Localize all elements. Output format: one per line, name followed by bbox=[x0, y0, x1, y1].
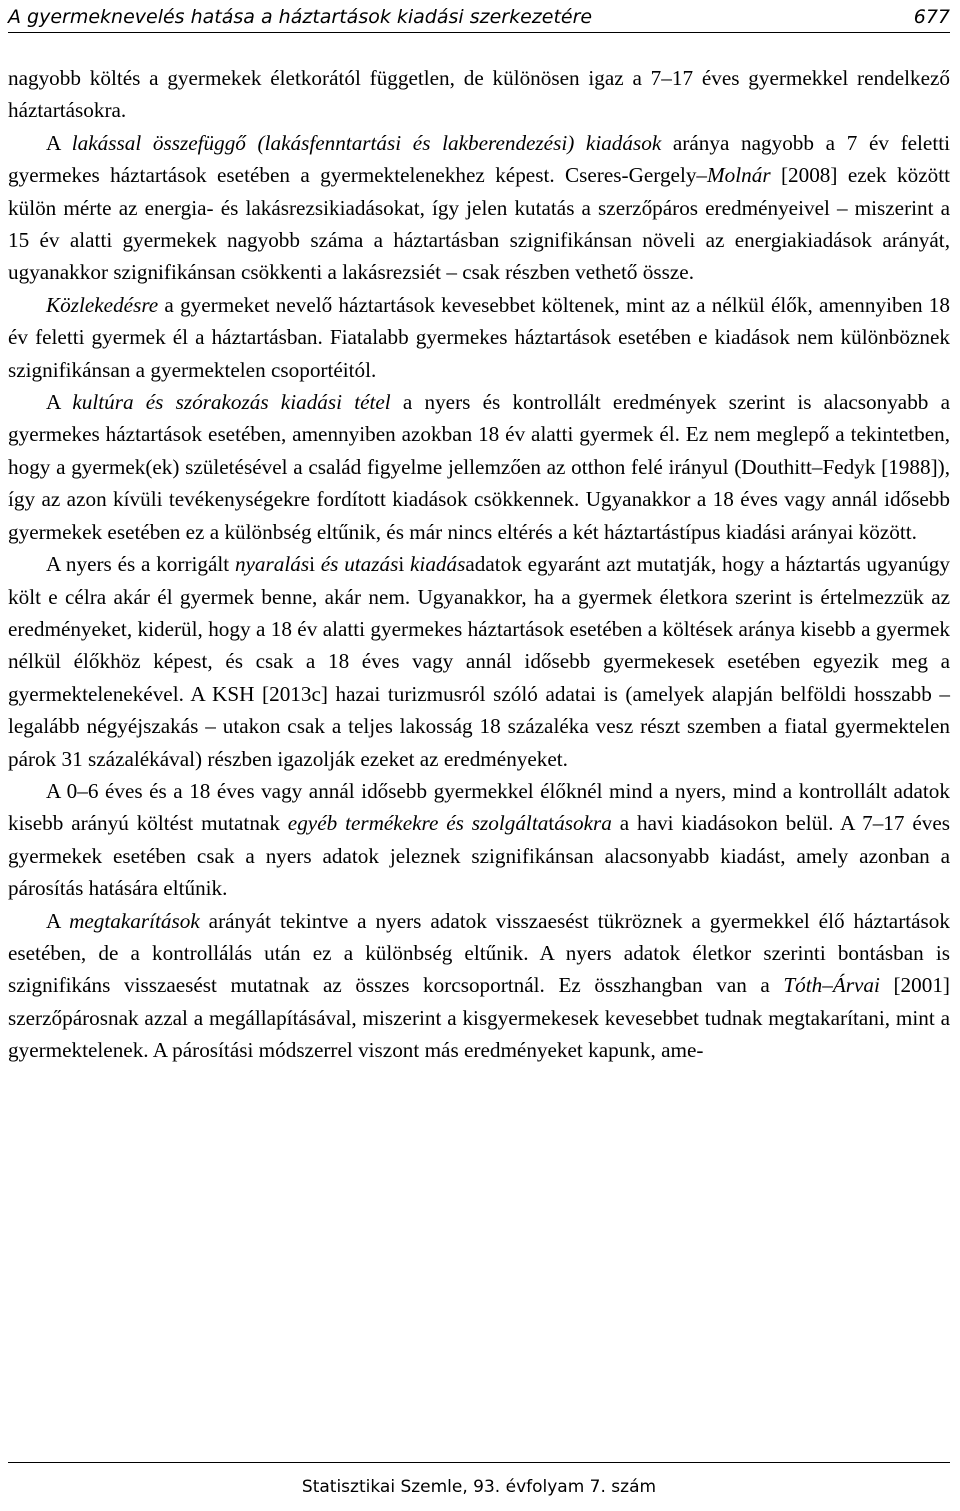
text-run: A bbox=[46, 908, 70, 933]
paragraph bbox=[8, 127, 950, 289]
text-run: a nyers és kontrollált eredmények szerint is alacsonyabb a gyermekes háztartások esetében, amennyiben azokban 18 év alatti gyermek él. Ez nem meglepő a tekintetben, hogy a gyermek(ek) születésével a család figyelme jellemzően az otthon felé irányul (Douthitt–Fedyk [1988]), így az azon kívüli tevékenységekre fordított kiadások csökkennek. Ugyanakkor a 18 éves vagy annál idősebb gyermekek esetében ez a különbség eltűnik, és már nincs eltérés a két háztartástípus kiadási arányai között. bbox=[8, 390, 950, 544]
text-run: t bbox=[548, 811, 555, 836]
paragraph bbox=[8, 905, 950, 1067]
italic-term: kiadás bbox=[410, 552, 466, 577]
italic-term: egyéb termékekre és szolgálta bbox=[287, 811, 549, 836]
running-header bbox=[8, 2, 950, 33]
page-number: 677 bbox=[913, 6, 950, 28]
text-run: nagyobb költés a gyermekek életkorától független, de különösen igaz a 7–17 éves gyermekkel rendelkező háztartásokra. bbox=[8, 66, 950, 123]
text-run: i bbox=[398, 552, 411, 577]
text-run: A 0–6 éves és a 18 éves vagy annál idősebb gyermekkel élőknél mind a nyers, mind a kontrollált adatok kisebb arányú költést mutatnak bbox=[8, 778, 950, 836]
italic-term: és utazás bbox=[320, 552, 399, 577]
italic-term: Molnár bbox=[707, 163, 771, 188]
text-run: adatok egyaránt azt mutatják, hogy a háztartás ugyanúgy költ e célra akár él gyermek benne, akár nem. Ugyanakkor, ha a gyermek életkora szerint is értelmezzük az eredményeket, kiderül, hogy a 18 év alatti gyermekes háztartások esetében a költések aránya kisebb a gyermek nélkül élőkhöz képest, és csak a 18 éves vagy annál idősebb gyermekesek esetében egyezik meg a gyermektelenekével. A KSH [2013c] hazai turizmusról szóló adatai is (amelyek alapján belföldi hosszabb – legalább négyéjszakás – utakon csak a teljes lakosság 18 százaléka vesz részt szemben a fiatal gyermektelen párok 31 százalékával) részben igazolják ezeket az eredményeket. bbox=[8, 552, 950, 771]
text-run: a havi kiadásokon belül. A 7–17 éves gyermekek esetében csak a nyers adatok jeleznek szignifikánsan alacsonyabb kiadást, amely azonban a párosítás hatására eltűnik. bbox=[8, 811, 951, 901]
running-title: A gyermeknevelés hatása a háztartások kiadási szerkezetére bbox=[8, 6, 593, 28]
text-run: [2001] szerzőpárosnak azzal a megállapításával, miszerint a kisgyermekesek kevesebbet tudnak megtakarítani, mint a gyermektelenek. A párosítási módszerrel viszont más eredményeket kapunk, ame- bbox=[8, 973, 950, 1063]
paragraph bbox=[8, 386, 950, 548]
italic-term: kultúra és szórakozás kiadási tétel bbox=[72, 390, 391, 415]
running-footer bbox=[8, 1462, 950, 1497]
text-run: arányát tekintve a nyers adatok visszaesést tükröznek a gyermekkel élő háztartások esetében, de a kontrollálás után ez a különbség eltűnik. A nyers adatok életkor szerinti bontásban is szignifikáns visszaesést mutatnak az összes korcsoportnál. Ez összhangban van a bbox=[8, 908, 950, 998]
paragraph bbox=[8, 775, 950, 905]
italic-term: Tóth–Árvai bbox=[783, 973, 880, 998]
italic-term: Közlekedésre bbox=[46, 292, 159, 317]
paragraph bbox=[8, 289, 950, 386]
italic-term: ásokra bbox=[554, 811, 612, 836]
italic-term: nyaralás bbox=[234, 552, 310, 577]
text-run: a gyermeket nevelő háztartások kevesebbet költenek, mint az a nélkül élők, amennyiben 18 év feletti gyermek él a háztartásban. Fiatalabb gyermekes háztartások esetében e kiadások nem különböznek szignifikánsan a gyermektelen csoportéitól. bbox=[8, 292, 950, 382]
article-body bbox=[8, 62, 950, 1067]
journal-issue: Statisztikai Szemle, 93. évfolyam 7. szám bbox=[301, 1477, 657, 1497]
paragraph bbox=[8, 548, 950, 775]
text-run: i bbox=[309, 552, 321, 577]
italic-term: lakással összefüggő (lakásfenntartási és lakberendezési) kiadások bbox=[71, 130, 662, 155]
text-run: A bbox=[46, 390, 73, 415]
text-run: [2008] ezek között külön mérte az energia- és lakásrezsikiadásokat, így jelen kutatás a szerzőpáros eredményeivel – miszerint a 15 év alatti gyermekek nagyobb száma a háztartásban szignifikánsan növeli az energiakiadások arányát, ugyanakkor szignifikánsan csökkenti a lakásrezsiét – csak részben vethető össze. bbox=[8, 163, 950, 285]
italic-term: megtakarítások bbox=[69, 908, 200, 933]
text-run: A bbox=[46, 130, 72, 155]
text-run: A nyers és a korrigált bbox=[46, 552, 235, 577]
paragraph bbox=[8, 62, 950, 127]
text-run: aránya nagyobb a 7 év feletti gyermekes háztartások esetében a gyermektelenekhez képest. Cseres-Gergely– bbox=[8, 130, 950, 188]
